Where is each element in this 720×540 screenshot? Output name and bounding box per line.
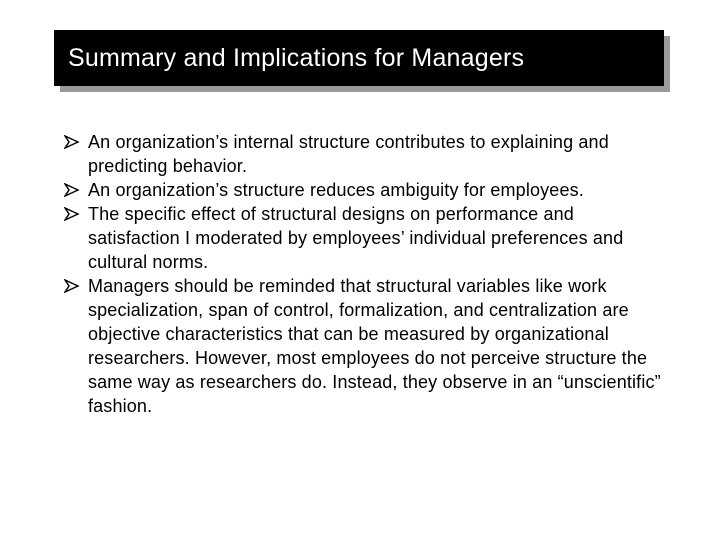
slide-title: Summary and Implications for Managers [68,43,525,72]
bullet-text: Managers should be reminded that structural variables like work specialization, span of control, formalization, and centralization are objective characteristics that can be measured by organizational researchers. However, most employees do not perceive structure the same way as researchers do. Instead, they observe in an “unscientific” fashion. [88,276,661,416]
bullet-text: An organization’s structure reduces ambiguity for employees. [88,180,584,200]
bullet-item [64,130,664,178]
bullet-text: The specific effect of structural designs on performance and satisfaction I moderated by employees’ individual preferences and cultural norms. [88,204,624,272]
arrow-bullet-icon [64,274,84,298]
bullet-item [64,274,664,418]
arrow-bullet-icon [64,202,84,226]
bullet-item [64,202,664,274]
bullet-text: An organization’s internal structure contributes to explaining and predicting behavior. [88,132,609,176]
bullet-item [64,178,664,202]
title-bar [54,30,664,86]
arrow-bullet-icon [64,130,84,154]
bullet-list [64,130,664,418]
arrow-bullet-icon [64,178,84,202]
